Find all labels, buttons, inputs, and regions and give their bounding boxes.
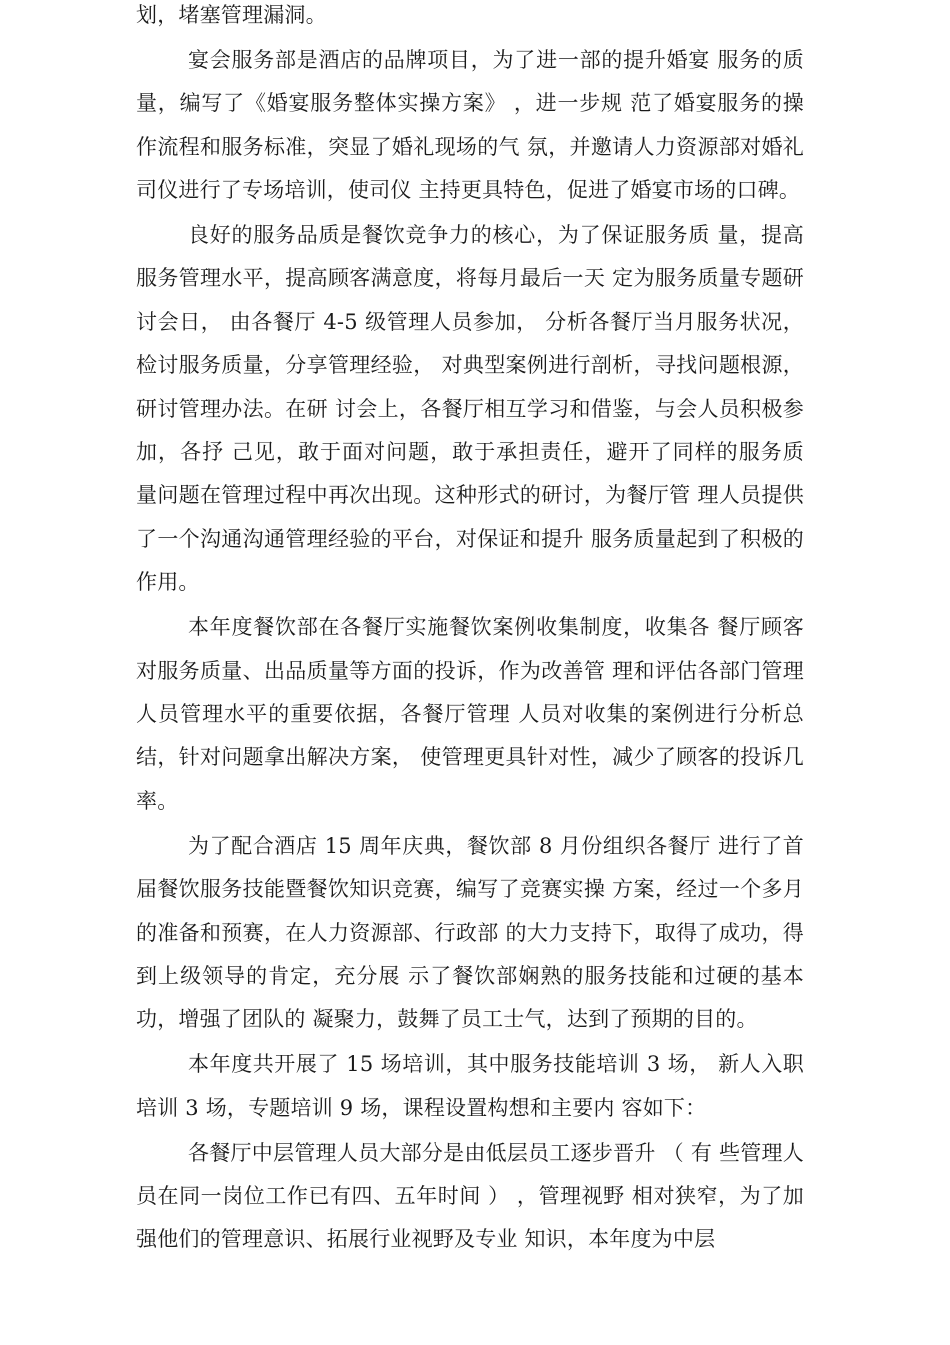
paragraph-continuation: 划，堵塞管理漏洞。	[136, 3, 327, 27]
paragraph-service-quality: 良好的服务品质是餐饮竞争力的核心，为了保证服务质 量，提高服务管理水平，提高顾客满意度，将每月最后一天 定为服务质量专题研讨会日， 由各餐厅 4-5 级管理人员参加， 分析各餐厅当月服务状况，检讨服务质量，分享管理经验， 对典型案例进行剖析，寻找问题根源，研讨管理办法。在研 讨会上，各餐厅相互学习和借鉴，与会人员积极参加，各抒 己见，敢于面对问题，敢于承担责任，避开了同样的服务质 量问题在管理过程中再次出现。这种形式的研讨，为餐厅管 理人员提供了一个沟通沟通管理经验的平台，对保证和提升 服务质量起到了积极的作用。	[136, 223, 804, 595]
paragraph-training-summary: 本年度共开展了 15 场培训，其中服务技能培训 3 场， 新人入职培训 3 场，专题培训 9 场，课程设置构想和主要内 容如下：	[136, 1052, 804, 1120]
paragraph-case-collection: 本年度餐饮部在各餐厅实施餐饮案例收集制度，收集各 餐厅顾客对服务质量、出品质量等方面的投诉，作为改善管 理和评估各部门管理人员管理水平的重要依据，各餐厅管理 人员对收集的案例进行分析总结，针对问题拿出解决方案， 使管理更具针对性，减少了顾客的投诉几率。	[136, 615, 804, 813]
paragraph-banquet-service: 宴会服务部是酒店的品牌项目，为了进一部的提升婚宴 服务的质量，编写了《婚宴服务整体实操方案》 ，进一步规 范了婚宴服务的操作流程和服务标准，突显了婚礼现场的气 氛，并邀请人力资源部对婚礼司仪进行了专场培训，使司仪 主持更具特色，促进了婚宴市场的口碑。	[136, 47, 804, 203]
paragraph-skills-competition: 为了配合酒店 15 周年庆典，餐饮部 8 月份组织各餐厅 进行了首届餐饮服务技能暨餐饮知识竞赛，编写了竞赛实操 方案，经过一个多月的准备和预赛，在人力资源部、行政部 的大力支持下，取得了成功，得到上级领导的肯定，充分展 示了餐饮部娴熟的服务技能和过硬的基本功，增强了团队的 凝聚力，鼓舞了员工士气，达到了预期的目的。	[136, 833, 804, 1032]
document-page	[136, 0, 804, 1263]
paragraph-middle-management: 各餐厅中层管理人员大部分是由低层员工逐步晋升 （ 有 些管理人员在同一岗位工作已有四、五年时间 ） ，管理视野 相对狭窄，为了加强他们的管理意识、拓展行业视野及专业 知识，本年度为中层	[136, 1140, 804, 1252]
